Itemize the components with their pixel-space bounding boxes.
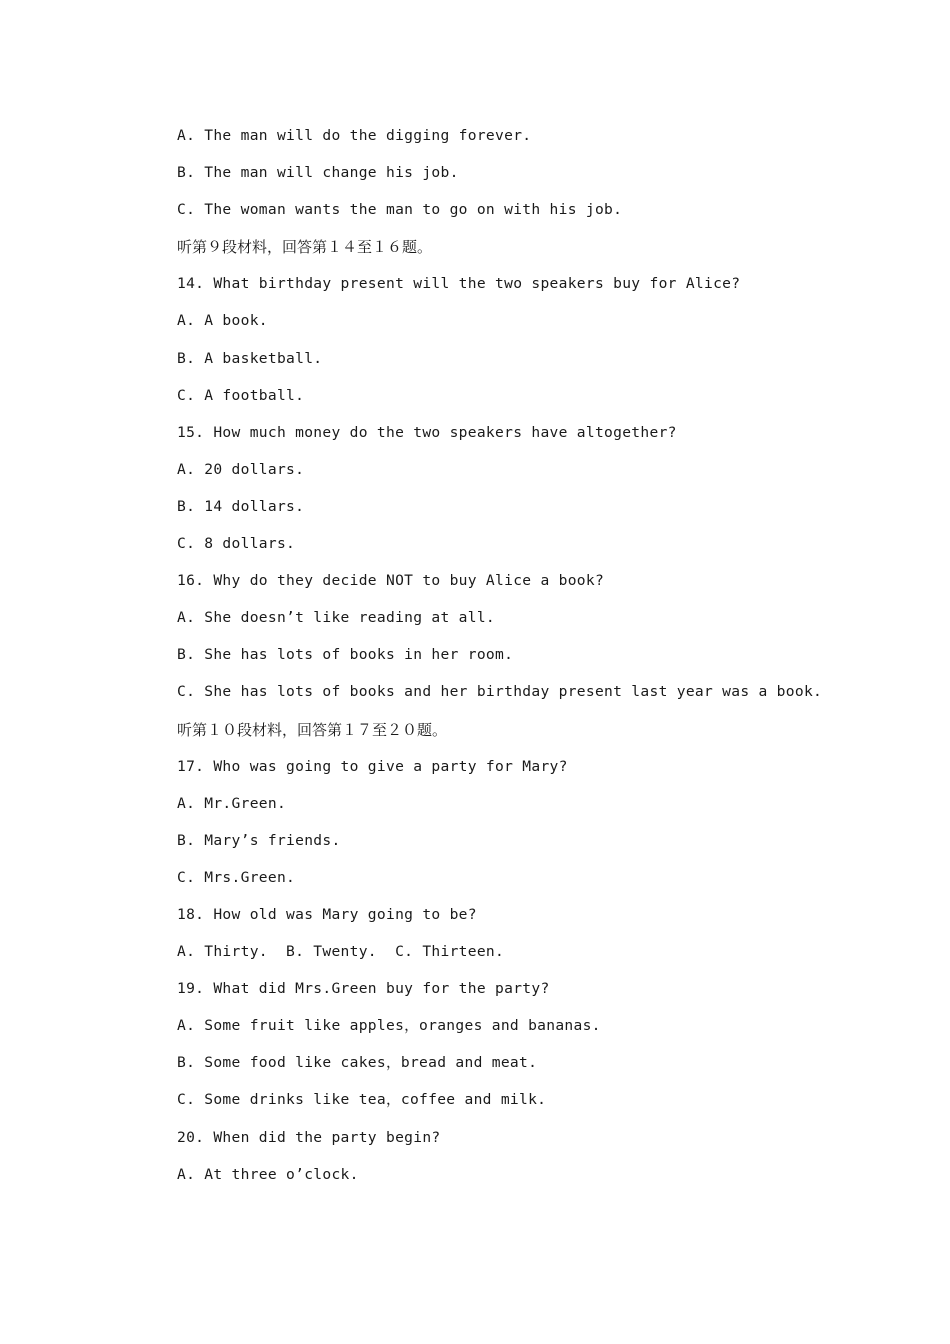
option-line: B. Mary’s friends. xyxy=(177,831,341,849)
option-line: B. Some food like cakes，bread and meat. xyxy=(177,1054,538,1072)
section-instruction: 听第１０段材料，回答第１７至２０题。 xyxy=(177,720,448,739)
question-line: 19. What did Mrs.Green buy for the party? xyxy=(177,980,550,998)
option-line: C. Mrs.Green. xyxy=(177,868,296,886)
option-line: A. A book. xyxy=(177,312,268,330)
option-line: A. Some fruit like apples，oranges and bananas. xyxy=(177,1017,601,1035)
question-line: 16. Why do they decide NOT to buy Alice a book? xyxy=(177,572,605,590)
option-line: C. She has lots of books and her birthday present last year was a book. xyxy=(177,683,823,701)
option-line: C. A football. xyxy=(177,386,305,404)
question-line: 14. What birthday present will the two speakers buy for Alice? xyxy=(177,275,741,293)
option-line: C. Some drinks like tea，coffee and milk. xyxy=(177,1091,547,1109)
option-line: C. 8 dollars. xyxy=(177,535,296,553)
option-line: A. The man will do the digging forever. xyxy=(177,127,532,144)
option-line: A. At three o’clock. xyxy=(177,1165,359,1183)
option-line: A. She doesn’t like reading at all. xyxy=(177,609,496,627)
option-line: B. A basketball. xyxy=(177,349,323,367)
option-line: A. 20 dollars. xyxy=(177,460,305,478)
option-line: B. 14 dollars. xyxy=(177,497,305,515)
question-line: 17. Who was going to give a party for Mary? xyxy=(177,757,568,775)
question-line: 20. When did the party begin? xyxy=(177,1128,441,1146)
option-line: B. The man will change his job. xyxy=(177,164,459,182)
section-instruction: 听第９段材料，回答第１４至１６题。 xyxy=(177,238,433,257)
question-line: 15. How much money do the two speakers have altogether? xyxy=(177,423,677,441)
exam-content xyxy=(177,124,877,1200)
option-line: A. Thirty. B. Twenty. C. Thirteen. xyxy=(177,943,505,961)
option-line: A. Mr.Green. xyxy=(177,794,287,812)
question-line: 18. How old was Mary going to be? xyxy=(177,905,477,923)
option-line: B. She has lots of books in her room. xyxy=(177,646,514,664)
option-line: C. The woman wants the man to go on with his job. xyxy=(177,201,623,219)
